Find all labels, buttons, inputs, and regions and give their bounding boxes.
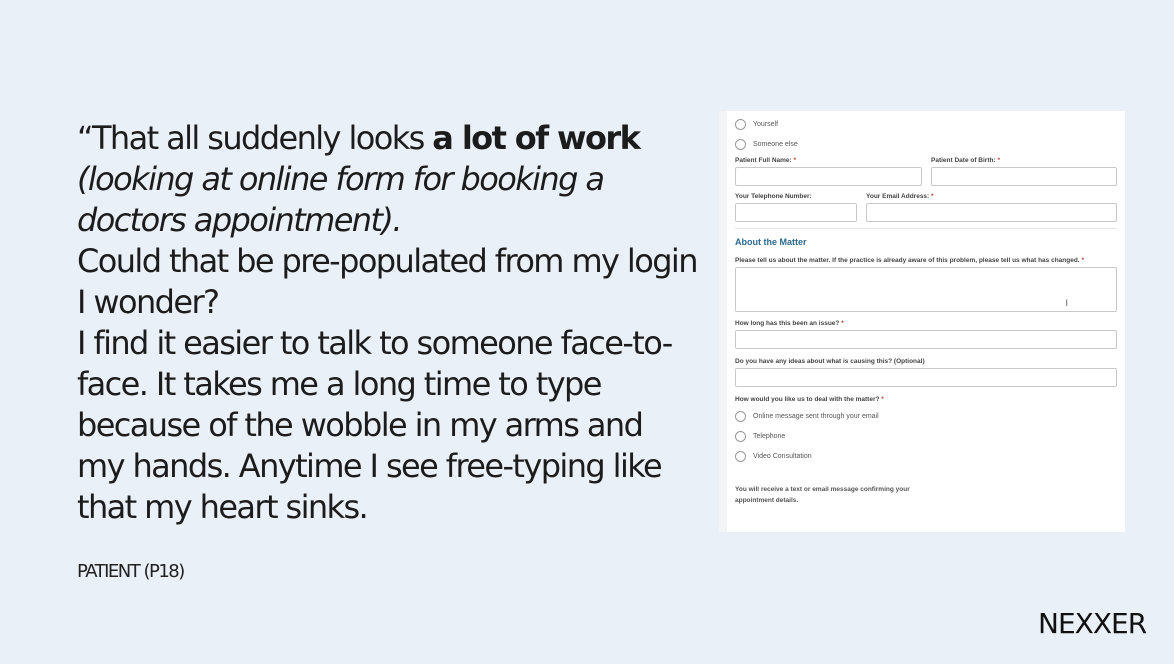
quote-line-2: Could that be pre-populated from my login I wonder? bbox=[77, 242, 697, 321]
patient-quote bbox=[77, 118, 697, 528]
patient-dob-label: Patient Date of Birth: * bbox=[931, 157, 1000, 164]
section-divider bbox=[735, 228, 1117, 229]
radio-circle-icon[interactable] bbox=[735, 139, 746, 150]
telephone-label: Your Telephone Number: bbox=[735, 193, 812, 200]
radio-circle-icon[interactable] bbox=[735, 119, 746, 130]
radio-someone-else[interactable]: Someone else bbox=[735, 134, 1117, 154]
matter-textarea[interactable] bbox=[735, 267, 1117, 312]
quote-line-3: I find it easier to talk to someone face-to-face. It takes me a long time to type because of the wobble in my arms and my hands. Anytime I see free-typing like that my heart sinks. bbox=[77, 324, 672, 526]
radio-telephone[interactable]: Telephone bbox=[735, 426, 1117, 446]
email-input[interactable] bbox=[866, 203, 1117, 222]
radio-circle-icon[interactable] bbox=[735, 411, 746, 422]
duration-label: How long has this been an issue? * bbox=[735, 320, 844, 327]
text-cursor-icon: I bbox=[1065, 298, 1068, 308]
section-title: About the Matter bbox=[735, 237, 807, 247]
quote-context: (looking at online form for booking a doctors appointment). bbox=[77, 160, 604, 239]
cause-input[interactable] bbox=[735, 368, 1117, 387]
cause-label: Do you have any ideas about what is causing this? (Optional) bbox=[735, 358, 925, 365]
matter-label: Please tell us about the matter. If the practice is already aware of this problem, please tell us what has changed. * bbox=[735, 257, 1084, 264]
patient-name-label: Patient Full Name: * bbox=[735, 157, 797, 164]
telephone-input[interactable] bbox=[735, 203, 857, 222]
radio-video[interactable]: Video Consultation bbox=[735, 446, 1117, 466]
quote-emphasis: a lot of work bbox=[432, 119, 640, 157]
nexer-logo: NEXXER bbox=[1038, 607, 1147, 640]
radio-circle-icon[interactable] bbox=[735, 431, 746, 442]
radio-yourself[interactable]: Yourself bbox=[735, 114, 1117, 134]
confirmation-note: You will receive a text or email message confirming your appointment details. bbox=[735, 486, 910, 504]
quote-intro: “That all suddenly looks bbox=[77, 119, 433, 157]
email-label: Your Email Address: * bbox=[866, 193, 934, 200]
quote-attribution: PATIENT (P18) bbox=[77, 561, 184, 582]
deal-label: How would you like us to deal with the matter? * bbox=[735, 396, 884, 403]
radio-online-message[interactable]: Online message sent through your email bbox=[735, 406, 1117, 426]
patient-name-input[interactable] bbox=[735, 167, 922, 186]
duration-input[interactable] bbox=[735, 330, 1117, 349]
form-screenshot bbox=[719, 111, 1125, 532]
radio-circle-icon[interactable] bbox=[735, 451, 746, 462]
patient-dob-input[interactable] bbox=[931, 167, 1117, 186]
